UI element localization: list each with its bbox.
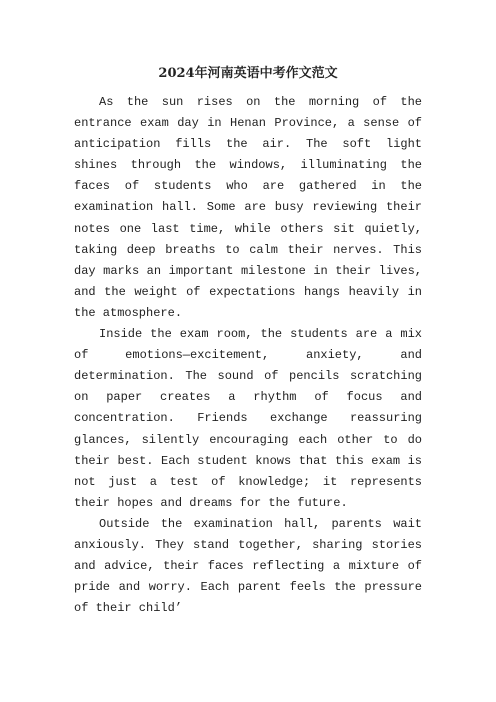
document-body	[74, 92, 422, 619]
paragraph-3: Outside the examination hall, parents wait anxiously. They stand together, sharing stories and advice, their faces reflecting a mixture of pride and worry. Each parent feels the pressure of their child’	[74, 516, 422, 616]
paragraph-1: As the sun rises on the morning of the entrance exam day in Henan Province, a sense of anticipation fills the air. The soft light shines through the windows, illuminating the faces of students who are gathered in the examination hall. Some are busy reviewing their notes one last time, while others sit quietly, taking deep breaths to calm their nerves. This day marks an important milestone in their lives, and the weight of expectations hangs heavily in the atmosphere.	[74, 95, 422, 320]
paragraph-2: Inside the exam room, the students are a mix of emotions—excitement, anxiety, and determination. The sound of pencils scratching on paper creates a rhythm of focus and concentration. Friends exchange reassuring glances, silently encouraging each other to do their best. Each student knows that this exam is not just a test of knowledge; it represents their hopes and dreams for the future.	[74, 327, 422, 510]
document-title: 2024年河南英语中考作文范文	[158, 66, 338, 81]
